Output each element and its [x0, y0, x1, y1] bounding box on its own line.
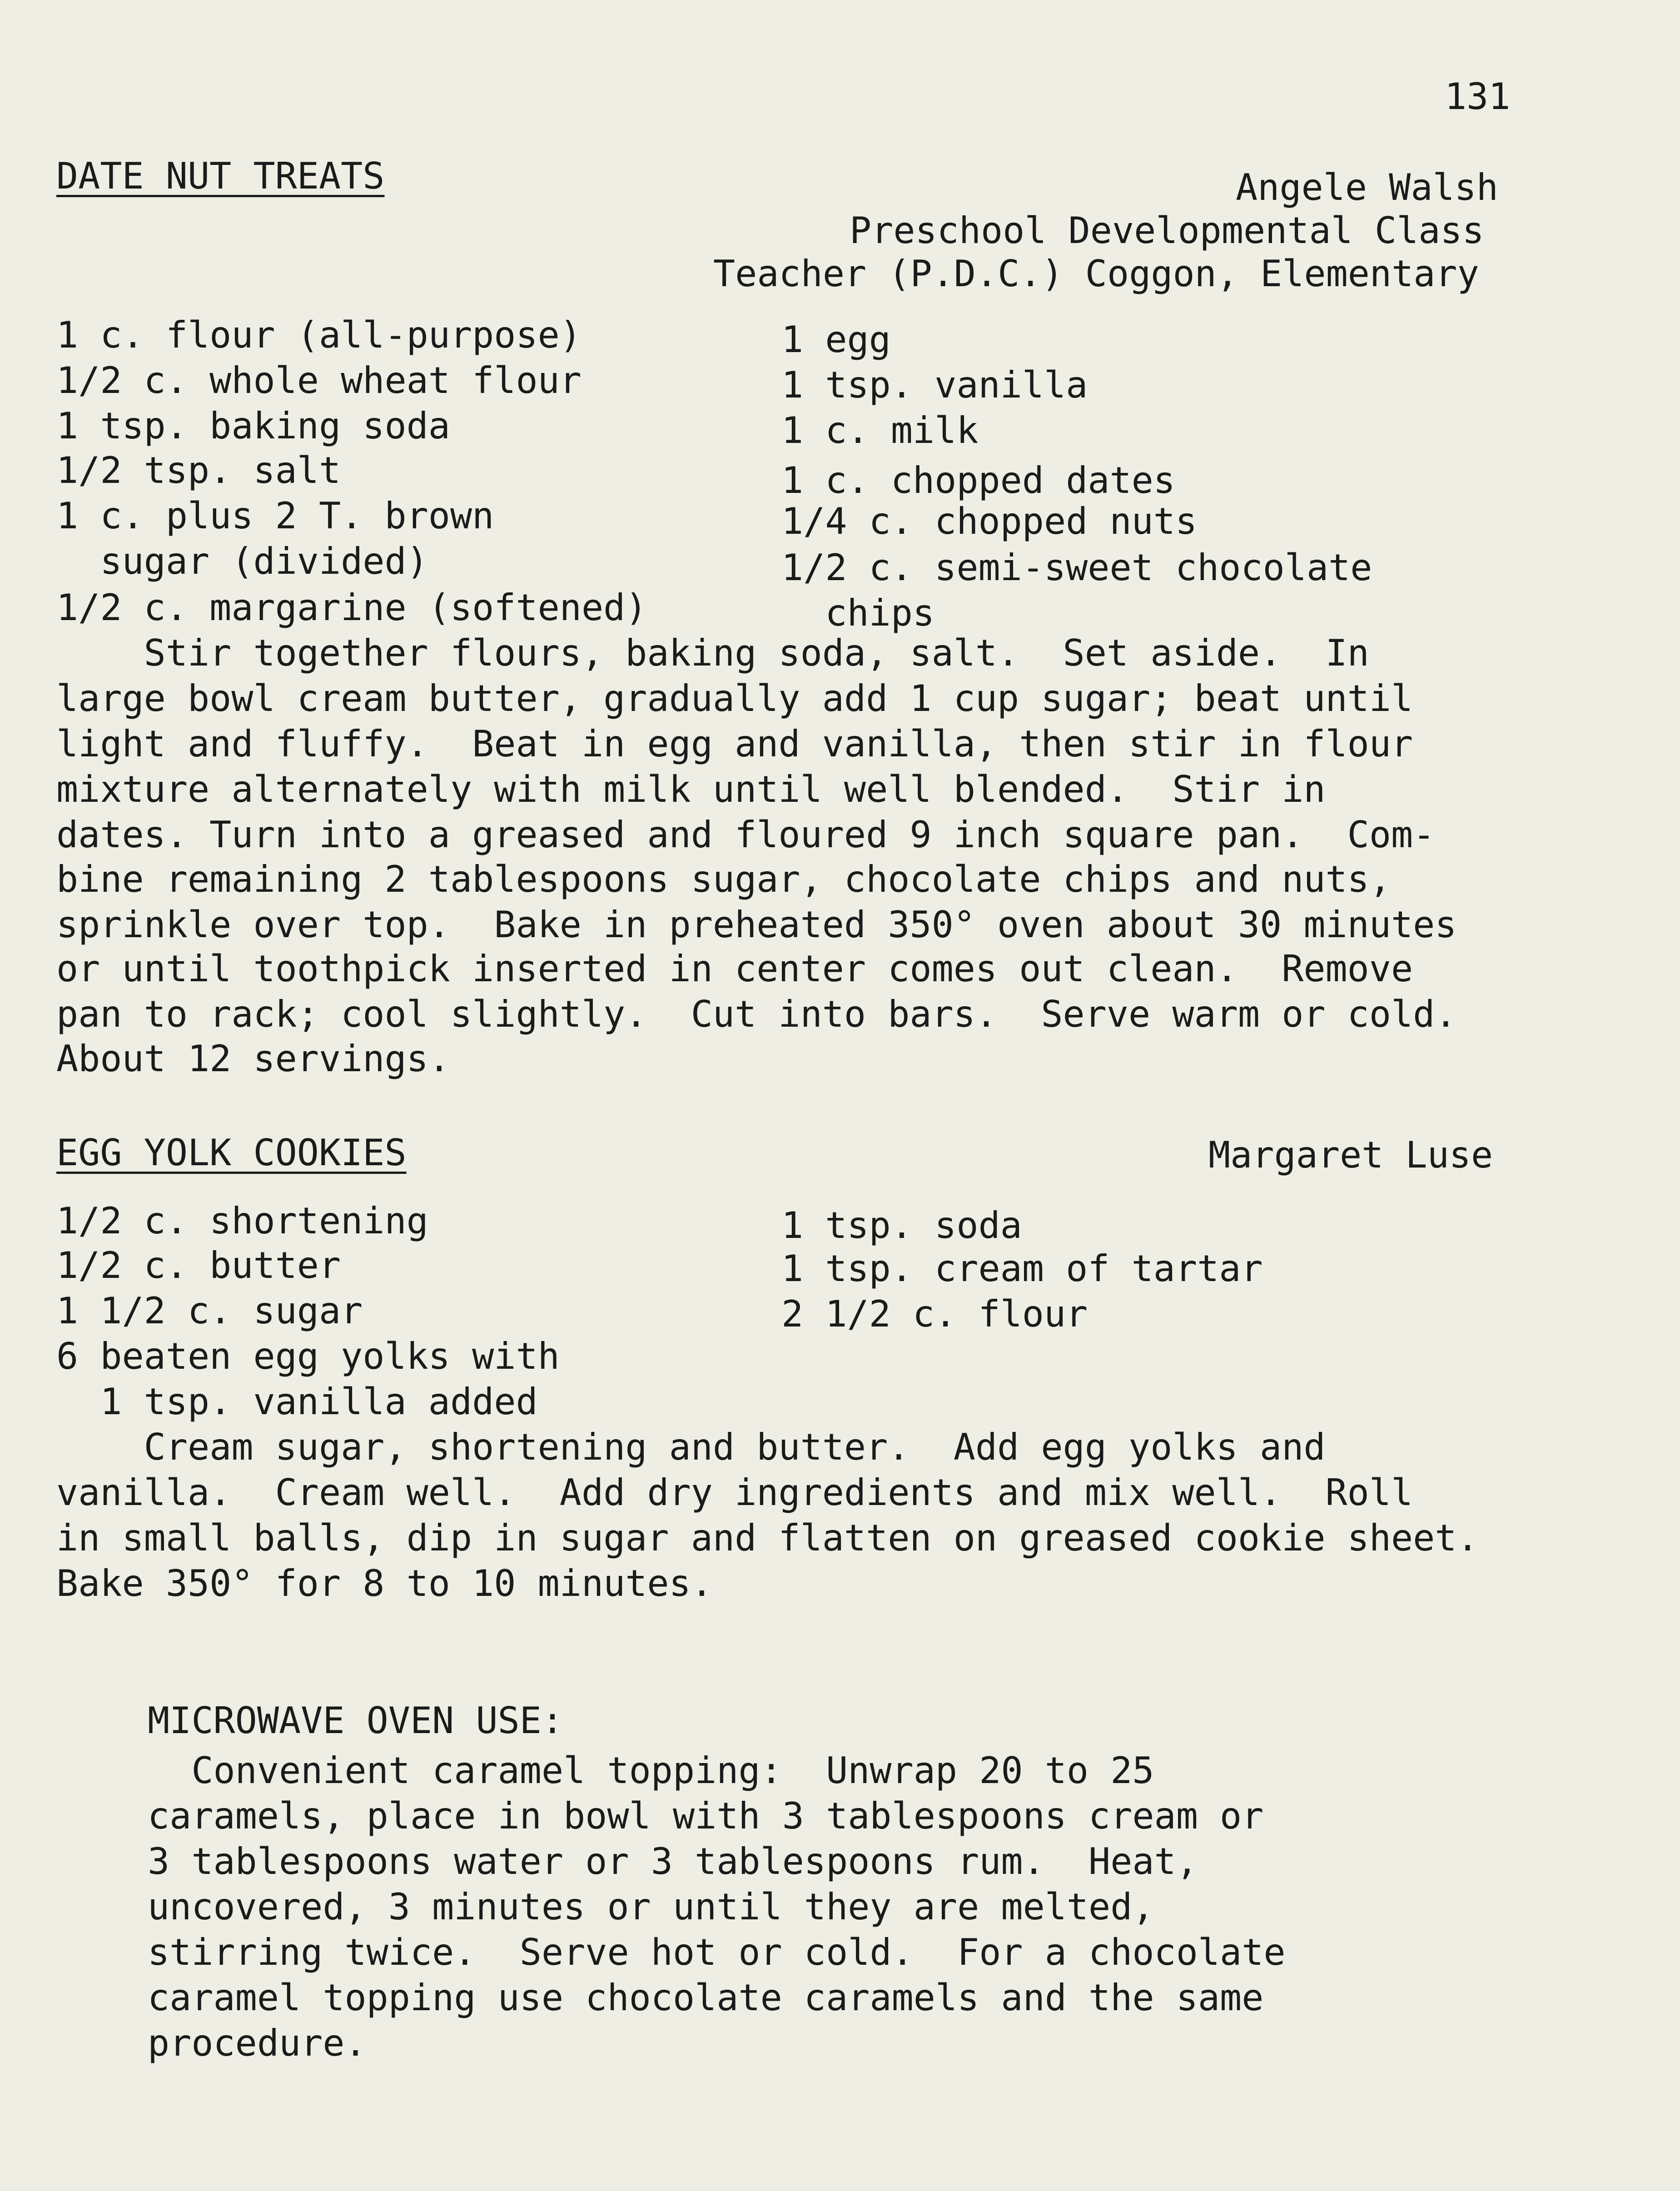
ingredient: 1/2 c. margarine (softened) — [56, 586, 647, 629]
page-number: 131 — [1445, 75, 1511, 118]
ingredient: 1/2 tsp. salt — [56, 449, 341, 492]
recipe-title-egg-yolk-cookies: EGG YOLK COOKIES — [56, 1132, 407, 1174]
direction-line: Cream sugar, shortening and butter. Add egg yolks and — [56, 1426, 1326, 1468]
ingredient: 1 c. milk — [781, 409, 979, 452]
ingredient: 1/2 c. shortening — [56, 1200, 428, 1242]
ingredient: 1 tsp. cream of tartar — [781, 1247, 1263, 1290]
ingredient: 1/4 c. chopped nuts — [781, 500, 1198, 542]
direction-line: bine remaining 2 tablespoons sugar, chocolate chips and nuts, — [56, 858, 1392, 900]
tip-line: Convenient caramel topping: Unwrap 20 to 25 — [148, 1749, 1154, 1792]
direction-line: mixture alternately with milk until well blended. Stir in — [56, 768, 1326, 810]
ingredient: 1 c. plus 2 T. brown — [56, 495, 494, 537]
recipe-affiliation-line-1: Preschool Developmental Class — [850, 209, 1484, 252]
direction-line: light and fluffy. Beat in egg and vanilla, then stir in flour — [56, 723, 1413, 765]
recipe-title-date-nut-treats: DATE NUT TREATS — [56, 155, 385, 197]
ingredient: 1 tsp. vanilla — [781, 364, 1088, 406]
ingredient: 1/2 c. whole wheat flour — [56, 359, 582, 402]
tip-heading: MICROWAVE OVEN USE: — [148, 1699, 564, 1742]
ingredient: sugar (divided) — [56, 540, 428, 582]
ingredient: 1 tsp. soda — [781, 1204, 1022, 1247]
tip-line: caramel topping use chocolate caramels and the same — [148, 1977, 1264, 2019]
direction-line: vanilla. Cream well. Add dry ingredients and mix well. Roll — [56, 1471, 1413, 1514]
direction-line: pan to rack; cool slightly. Cut into bars. Serve warm or cold. — [56, 993, 1457, 1035]
ingredient: 1/2 c. butter — [56, 1244, 341, 1287]
ingredient: 1 egg — [781, 318, 891, 361]
direction-line: About 12 servings. — [56, 1038, 450, 1080]
tip-line: caramels, place in bowl with 3 tablespoons cream or — [148, 1795, 1264, 1837]
direction-line: sprinkle over top. Bake in preheated 350° oven about 30 minutes — [56, 904, 1457, 946]
direction-line: dates. Turn into a greased and floured 9 inch square pan. Com- — [56, 814, 1435, 856]
ingredient: chips — [781, 592, 935, 634]
ingredient: 2 1/2 c. flour — [781, 1293, 1088, 1335]
tip-line: uncovered, 3 minutes or until they are melted, — [148, 1886, 1154, 1928]
recipe-author: Margaret Luse — [1208, 1134, 1493, 1176]
tip-line: 3 tablespoons water or 3 tablespoons rum. Heat, — [148, 1840, 1198, 1883]
direction-line: or until toothpick inserted in center comes out clean. Remove — [56, 948, 1413, 990]
direction-line: large bowl cream butter, gradually add 1 cup sugar; beat until — [56, 677, 1413, 720]
ingredient: 6 beaten egg yolks with — [56, 1335, 560, 1377]
ingredient: 1 c. chopped dates — [781, 459, 1175, 502]
ingredient: 1/2 c. semi-sweet chocolate — [781, 547, 1372, 589]
recipe-author: Angele Walsh — [1236, 166, 1498, 209]
ingredient: 1 c. flour (all-purpose) — [56, 314, 582, 356]
tip-line: stirring twice. Serve hot or cold. For a chocolate — [148, 1931, 1286, 1973]
direction-line: in small balls, dip in sugar and flatten on greased cookie sheet. — [56, 1517, 1479, 1559]
direction-line: Bake 350° for 8 to 10 minutes. — [56, 1562, 713, 1605]
recipe-affiliation-line-2: Teacher (P.D.C.) Coggon, Elementary — [713, 253, 1479, 295]
direction-line: Stir together flours, baking soda, salt. Set aside. In — [56, 632, 1369, 674]
ingredient: 1 tsp. baking soda — [56, 405, 450, 447]
ingredient: 1 tsp. vanilla added — [56, 1381, 538, 1423]
tip-line: procedure. — [148, 2022, 367, 2064]
ingredient: 1 1/2 c. sugar — [56, 1290, 363, 1332]
